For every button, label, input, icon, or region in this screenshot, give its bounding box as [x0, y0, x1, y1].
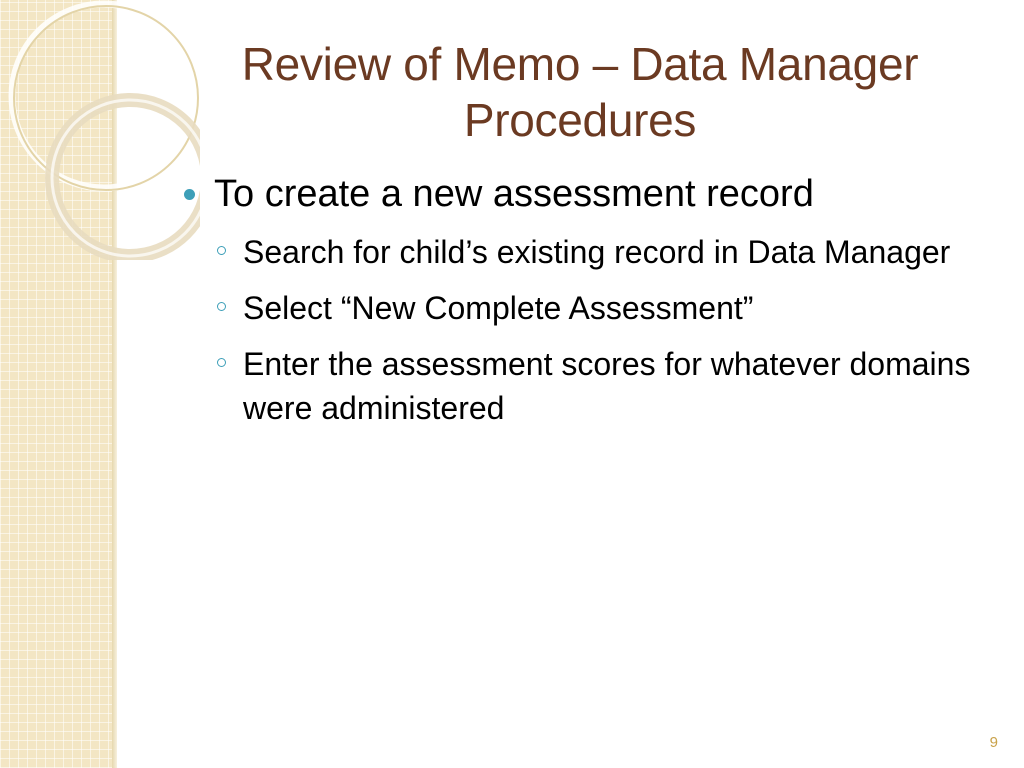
sub-bullet-ring-icon — [217, 358, 226, 367]
bullet-dot-icon — [184, 189, 195, 200]
sub-bullet-ring-icon — [217, 246, 226, 255]
sub-bullet-text: Enter the assessment scores for whatever domains were administered — [243, 346, 971, 426]
sub-bullet-item — [180, 286, 1000, 330]
sub-bullet-item — [180, 230, 1000, 274]
decorative-rings-icon — [0, 0, 200, 260]
bullet-item — [180, 168, 1000, 220]
sub-bullet-ring-icon — [217, 302, 226, 311]
page-number: 9 — [989, 734, 998, 751]
sub-bullet-item — [180, 342, 1000, 430]
bullet-text: To create a new assessment record — [214, 173, 814, 215]
slide-content — [180, 168, 1000, 442]
slide-title: Review of Memo – Data Manager Procedures — [241, 38, 919, 146]
sub-bullet-text: Search for child’s existing record in Data Manager — [243, 234, 951, 270]
sub-bullet-list — [180, 230, 1000, 430]
sub-bullet-text: Select “New Complete Assessment” — [243, 290, 754, 326]
